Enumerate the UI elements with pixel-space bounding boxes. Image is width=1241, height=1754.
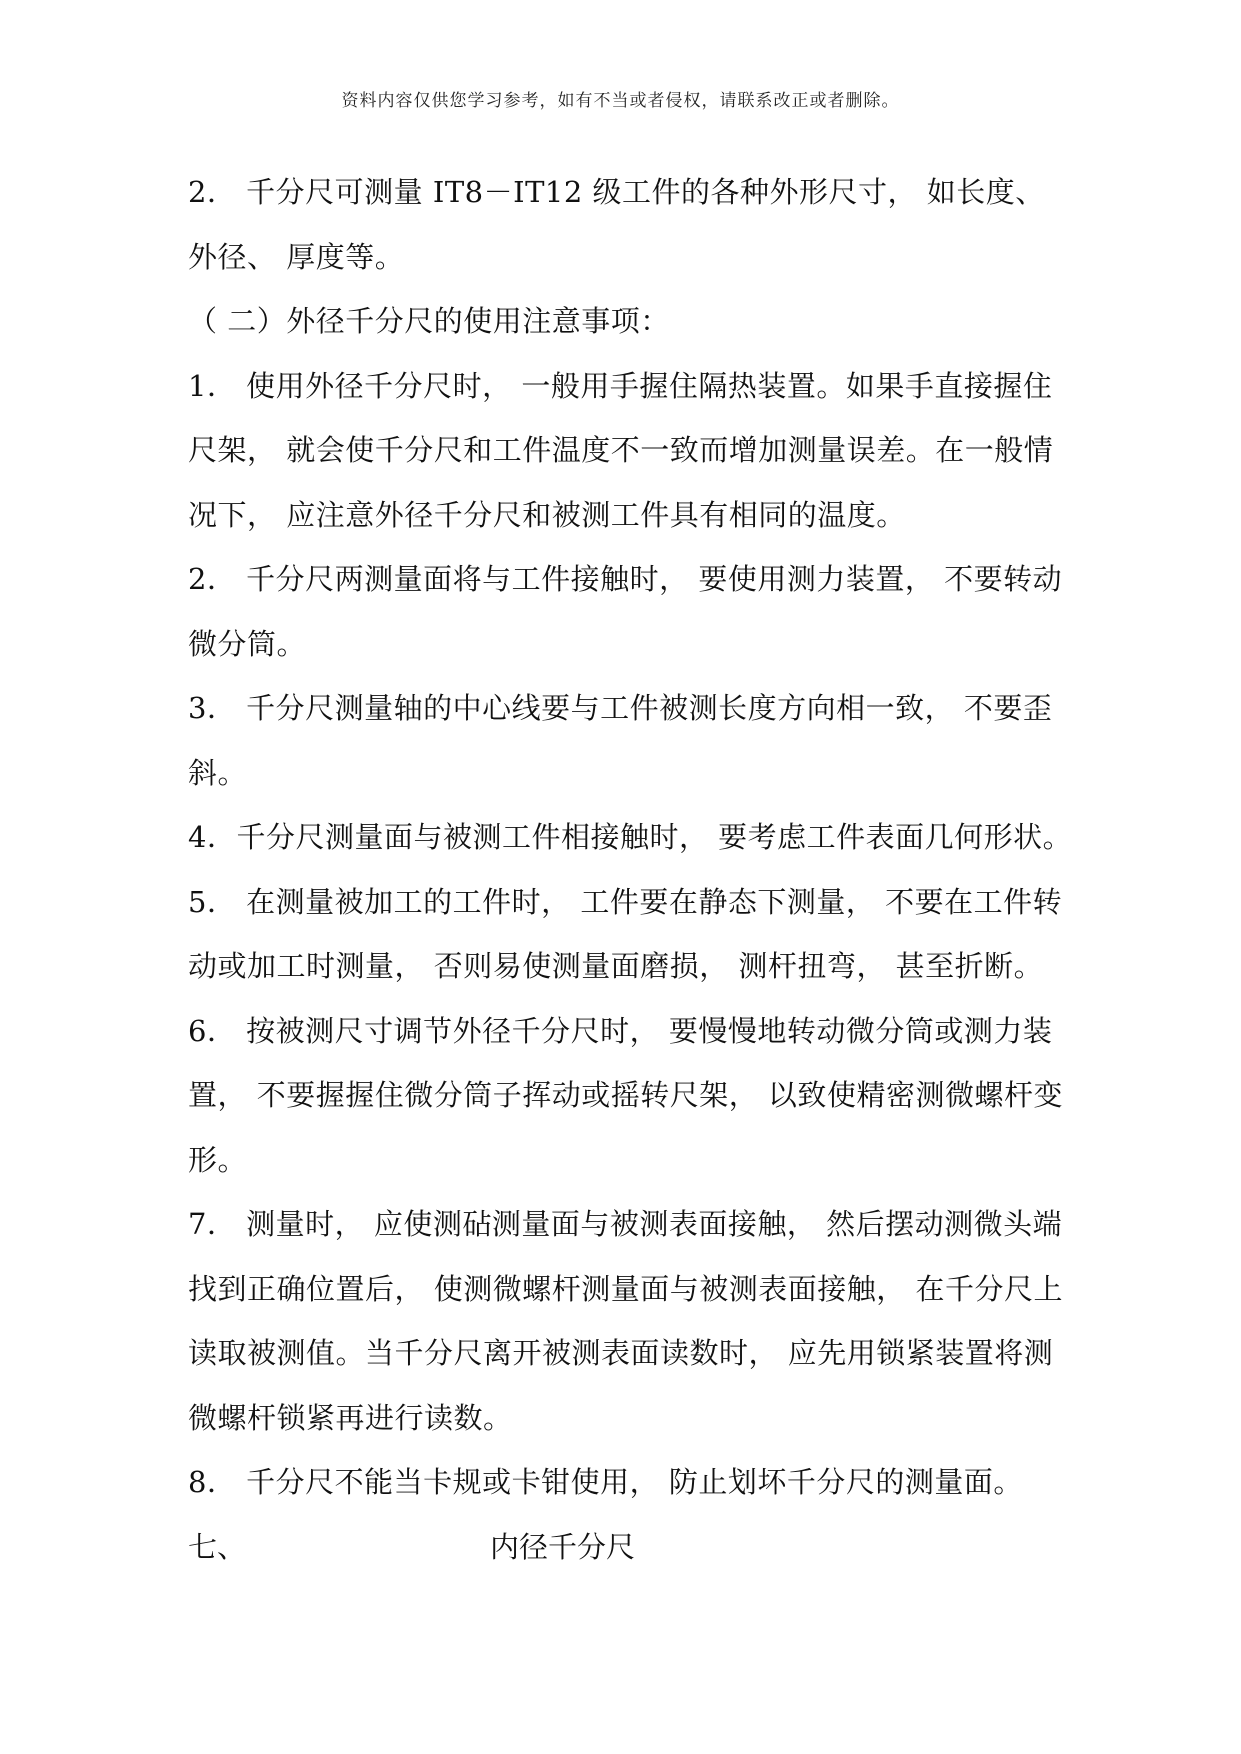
text-line: 外径、 厚度等。 — [188, 239, 405, 274]
header-disclaimer: 资料内容仅供您学习参考，如有不当或者侵权，请联系改正或者删除。 — [341, 91, 900, 111]
text-line: 6． 按被测尺寸调节外径千分尺时， 要慢慢地转动微分筒或测力装 — [188, 1013, 1053, 1048]
text-line: 2． 千分尺两测量面将与工件接触时， 要使用测力装置， 不要转动 — [188, 562, 1063, 596]
text-line: 微分筒。 — [188, 626, 307, 661]
text-line: 尺架， 就会使千分尺和工件温度不一致而增加测量误差。在一般情 — [188, 433, 1054, 467]
section-heading — [188, 1515, 1068, 1580]
text-line: 动或加工时测量， 否则易使测量面磨损， 测杆扭弯， 甚至折断。 — [188, 949, 1044, 983]
text-line: 5． 在测量被加工的工件时， 工件要在静态下测量， 不要在工件转 — [188, 884, 1063, 919]
text-line: 3． 千分尺测量轴的中心线要与工件被测长度方向相一致， 不要歪 — [188, 691, 1053, 725]
text-line: 读取被测值。当千分尺离开被测表面读数时， 应先用锁紧装置将测 — [188, 1336, 1054, 1370]
text-line: 置， 不要握握住微分筒子挥动或摇转尺架， 以致使精密测微螺杆变 — [188, 1078, 1063, 1112]
text-line: 况下， 应注意外径千分尺和被测工件具有相同的温度。 — [188, 497, 906, 532]
section-title: 内径千分尺 — [490, 1529, 636, 1564]
text-line: 2． 千分尺可测量 IT8－IT12 级工件的各种外形尺寸， 如长度、 — [188, 175, 1045, 209]
text-line: 斜。 — [188, 755, 248, 790]
text-line: 4．千分尺测量面与被测工件相接触时， 要考虑工件表面几何形状。 — [188, 820, 1073, 854]
document-body — [188, 160, 1073, 1579]
text-line: 8． 千分尺不能当卡规或卡钳使用， 防止划坏千分尺的测量面。 — [188, 1465, 1023, 1499]
text-line: 形。 — [188, 1142, 248, 1177]
text-line: 微螺杆锁紧再进行读数。 — [188, 1400, 513, 1435]
section-number: 七、 — [188, 1529, 247, 1564]
text-line: 找到正确位置后， 使测微螺杆测量面与被测表面接触， 在千分尺上 — [188, 1271, 1063, 1306]
subsection-heading: （ 二）外径千分尺的使用注意事项： — [188, 304, 670, 338]
text-line: 1． 使用外径千分尺时， 一般用手握住隔热装置。如果手直接握住 — [188, 368, 1053, 403]
text-line: 7． 测量时， 应使测砧测量面与被测表面接触， 然后摆动测微头端 — [188, 1207, 1063, 1241]
